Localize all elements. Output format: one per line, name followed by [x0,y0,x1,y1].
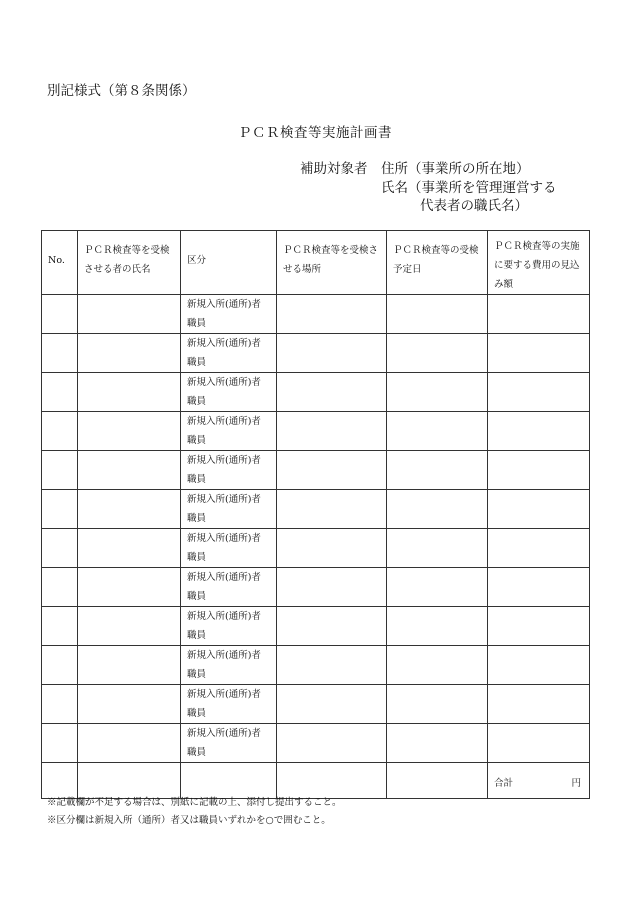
category-staff[interactable]: 職員 [187,318,207,329]
cell-examinee-name[interactable] [78,529,181,568]
cell-no[interactable] [42,724,78,763]
category-staff[interactable]: 職員 [187,708,207,719]
header-examinee-name: ＰＣＲ検査等を受検させる者の氏名 [78,231,181,295]
total-label: 合計 [494,778,514,789]
cell-estimated-cost[interactable] [488,490,590,529]
category-new-resident[interactable]: 新規入所(通所)者 [187,455,261,466]
cell-test-place[interactable] [277,334,387,373]
cell-estimated-cost[interactable] [488,412,590,451]
cell-estimated-cost[interactable] [488,334,590,373]
cell-no[interactable] [42,373,78,412]
cell-no[interactable] [42,685,78,724]
cell-examinee-name[interactable] [78,490,181,529]
cell-no[interactable] [42,529,78,568]
cell-test-date[interactable] [387,685,488,724]
cell-test-place[interactable] [277,724,387,763]
cell-test-date[interactable] [387,529,488,568]
cell-estimated-cost[interactable] [488,295,590,334]
cell-no[interactable] [42,568,78,607]
category-new-resident[interactable]: 新規入所(通所)者 [187,416,261,427]
cell-test-place[interactable] [277,412,387,451]
cell-examinee-name[interactable] [78,646,181,685]
category-staff[interactable]: 職員 [187,669,207,680]
category-staff[interactable]: 職員 [187,552,207,563]
cell-category[interactable] [181,724,277,763]
category-new-resident[interactable]: 新規入所(通所)者 [187,299,261,310]
cell-test-date[interactable] [387,451,488,490]
cell-test-place[interactable] [277,529,387,568]
cell-examinee-name[interactable] [78,607,181,646]
form-reference: 別記様式（第８条関係） [47,83,196,99]
cell-estimated-cost[interactable] [488,373,590,412]
cell-estimated-cost[interactable] [488,529,590,568]
category-new-resident[interactable]: 新規入所(通所)者 [187,494,261,505]
applicant-label: 補助対象者 [300,161,368,177]
cell-test-date[interactable] [387,724,488,763]
cell-category[interactable] [181,295,277,334]
cell-examinee-name[interactable] [78,685,181,724]
header-estimated-cost: ＰＣＲ検査等の実施に要する費用の見込み額 [488,231,590,295]
header-category: 区分 [181,231,277,295]
cell-estimated-cost[interactable] [488,685,590,724]
cell-test-date[interactable] [387,607,488,646]
cell-examinee-name[interactable] [78,373,181,412]
cell-test-place[interactable] [277,490,387,529]
total-cost-cell[interactable] [488,763,590,799]
table-row [42,373,590,412]
cell-category[interactable] [181,490,277,529]
table-row [42,451,590,490]
header-test-date: ＰＣＲ検査等の受検予定日 [387,231,488,295]
name-label: 氏名（事業所を管理運営する [381,180,557,196]
note-insufficient-space: ※記載欄が不足する場合は、別紙に記載の上、添付し提出すること。 [47,797,342,808]
cell-examinee-name[interactable] [78,334,181,373]
table-row [42,295,590,334]
address-label: 住所（事業所の所在地） [381,161,530,177]
cell-examinee-name[interactable] [78,295,181,334]
table-row [42,646,590,685]
category-staff[interactable]: 職員 [187,396,207,407]
cell-estimated-cost[interactable] [488,646,590,685]
category-new-resident[interactable]: 新規入所(通所)者 [187,650,261,661]
cell-category[interactable] [181,412,277,451]
table-row [42,724,590,763]
category-staff[interactable]: 職員 [187,435,207,446]
category-new-resident[interactable]: 新規入所(通所)者 [187,377,261,388]
cell-no[interactable] [42,646,78,685]
cell-estimated-cost[interactable] [488,451,590,490]
cell-test-place[interactable] [277,373,387,412]
cell-category[interactable] [181,685,277,724]
cell-examinee-name[interactable] [78,724,181,763]
table-row [42,412,590,451]
cell-no[interactable] [42,334,78,373]
category-staff[interactable]: 職員 [187,747,207,758]
cell-estimated-cost[interactable] [488,568,590,607]
table-row [42,568,590,607]
category-staff[interactable]: 職員 [187,474,207,485]
category-staff[interactable]: 職員 [187,630,207,641]
cell-no[interactable] [42,412,78,451]
cell-category[interactable] [181,451,277,490]
table-header-row [42,231,590,295]
category-staff[interactable]: 職員 [187,357,207,368]
category-new-resident[interactable]: 新規入所(通所)者 [187,728,261,739]
cell-test-place[interactable] [277,607,387,646]
cell-test-date[interactable] [387,295,488,334]
cell-no[interactable] [42,295,78,334]
cell-test-date[interactable] [387,568,488,607]
cell-test-place[interactable] [277,685,387,724]
category-new-resident[interactable]: 新規入所(通所)者 [187,533,261,544]
cell-category[interactable] [181,607,277,646]
category-staff[interactable]: 職員 [187,591,207,602]
category-new-resident[interactable]: 新規入所(通所)者 [187,338,261,349]
cell-examinee-name[interactable] [78,451,181,490]
cell-test-date[interactable] [387,373,488,412]
total-unit: 円 [571,778,581,789]
total-cell-date [387,763,488,799]
cell-no[interactable] [42,607,78,646]
cell-no[interactable] [42,451,78,490]
category-new-resident[interactable]: 新規入所(通所)者 [187,611,261,622]
table-row [42,607,590,646]
category-staff[interactable]: 職員 [187,513,207,524]
cell-estimated-cost[interactable] [488,724,590,763]
cell-test-place[interactable] [277,568,387,607]
note-category-circle: ※区分欄は新規入所（通所）者又は職員いずれかを○で囲むこと。 [47,815,331,826]
cell-category[interactable] [181,646,277,685]
pcr-plan-table [41,230,590,799]
cell-category[interactable] [181,334,277,373]
document-title: ＰＣＲ検査等実施計画書 [238,125,392,141]
cell-category[interactable] [181,529,277,568]
header-test-place: ＰＣＲ検査等を受検させる場所 [277,231,387,295]
category-new-resident[interactable]: 新規入所(通所)者 [187,689,261,700]
category-new-resident[interactable]: 新規入所(通所)者 [187,572,261,583]
cell-test-place[interactable] [277,451,387,490]
table-row [42,529,590,568]
header-no: No. [42,231,78,295]
cell-test-date[interactable] [387,412,488,451]
cell-examinee-name[interactable] [78,568,181,607]
cell-estimated-cost[interactable] [488,607,590,646]
cell-category[interactable] [181,568,277,607]
cell-test-place[interactable] [277,646,387,685]
cell-category[interactable] [181,373,277,412]
table-row [42,334,590,373]
table-row [42,490,590,529]
cell-examinee-name[interactable] [78,412,181,451]
cell-test-place[interactable] [277,295,387,334]
cell-test-date[interactable] [387,334,488,373]
name-label-continued: 代表者の職氏名） [420,198,528,214]
table-row [42,685,590,724]
cell-test-date[interactable] [387,646,488,685]
cell-test-date[interactable] [387,490,488,529]
cell-no[interactable] [42,490,78,529]
